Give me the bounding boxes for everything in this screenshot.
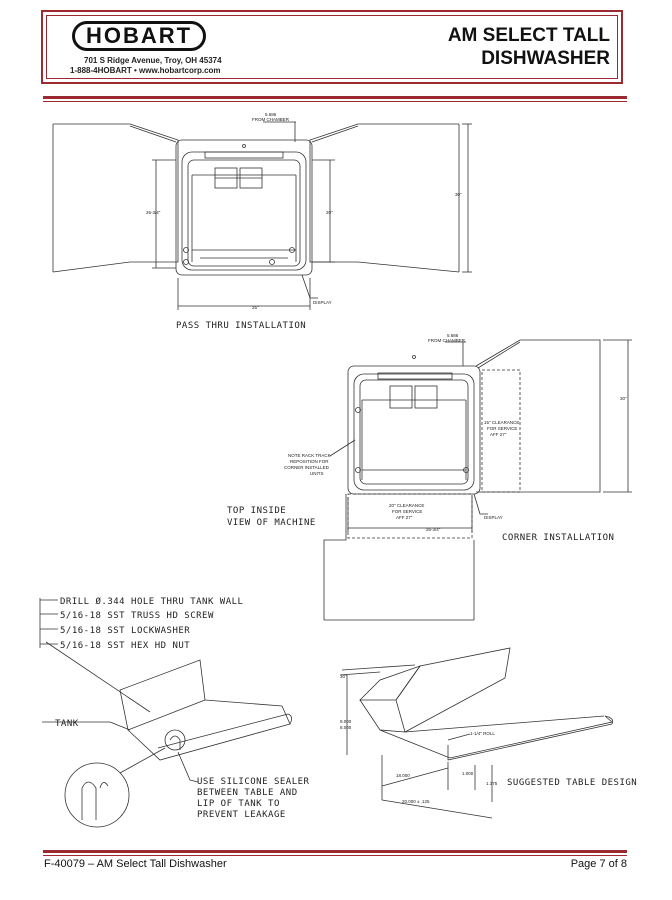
address-line-1: 701 S Ridge Avenue, Troy, OH 45374 <box>84 56 222 65</box>
cn-clear-bottom-3: AFF 27" <box>396 515 413 520</box>
cn-dim-30: 30" <box>620 396 627 401</box>
sealer-note-3: LIP OF TANK TO <box>197 799 280 809</box>
callout-screw: 5/16-18 SST TRUSS HD SCREW <box>60 611 214 621</box>
cn-clear-right-1: 15" CLEARANCE <box>484 420 520 425</box>
corner-machine-body <box>348 366 480 494</box>
corner-installation <box>227 333 632 620</box>
td-dim-roll: 1-1/4" ROLL <box>470 731 495 736</box>
cn-clear-bottom-2: FOR SERVICE <box>392 509 423 514</box>
pass-thru-caption: PASS THRU INSTALLATION <box>176 321 307 331</box>
pass-thru-left-table <box>53 124 178 272</box>
footer-doc-title: F-40079 – AM Select Tall Dishwasher <box>44 858 227 870</box>
footer-rule-thick <box>43 850 627 853</box>
callout-drill: DRILL Ø.344 HOLE THRU TANK WALL <box>60 597 244 607</box>
cn-dim-26: 26-3/4" <box>426 527 441 532</box>
td-dim-angle: 30° <box>340 674 347 679</box>
pt-dim-20: 20" <box>326 210 333 215</box>
cn-note-3: CORNER INSTALLED <box>284 465 329 470</box>
cn-note-4: UNITS <box>310 471 324 476</box>
corner-service-clearance-right <box>482 370 520 492</box>
corner-caption: CORNER INSTALLATION <box>502 533 615 543</box>
sealer-note-2: BETWEEN TABLE AND <box>197 788 298 798</box>
callout-nut: 5/16-18 SST HEX HD NUT <box>60 641 191 651</box>
pt-chamber-dim-value: 5.686 <box>265 112 277 117</box>
title-line-1: AM SELECT TALL <box>447 25 610 46</box>
corner-lower-table <box>324 494 346 620</box>
td-dim-width: 20.000 ± .125 <box>402 799 430 804</box>
pt-dim-30: 30" <box>455 192 462 197</box>
title-line-2: DISHWASHER <box>481 48 610 69</box>
cn-note-2: REPOSITION FOR <box>290 459 329 464</box>
pt-display-label: DISPLAY <box>313 300 332 305</box>
sealer-joint <box>165 730 185 750</box>
td-dim-height-2: 8.000 <box>340 725 352 730</box>
footer-rule-thin <box>43 855 627 856</box>
pass-thru-installation <box>53 112 472 331</box>
corner-right-table <box>476 340 600 492</box>
cn-clear-bottom-1: 20" CLEARANCE <box>389 503 425 508</box>
address-line-2: 1-888-4HOBART • www.hobartcorp.com <box>70 66 221 75</box>
cn-clear-right-2: FOR SERVICE <box>487 426 518 431</box>
tank-wall <box>120 660 205 730</box>
callout-lockwasher: 5/16-18 SST LOCKWASHER <box>60 626 191 636</box>
detail-zoom-circle <box>65 763 129 827</box>
cn-chamber-dim-label: FROM CHAMBER <box>428 338 465 343</box>
pt-dim-25: 25" <box>252 305 259 310</box>
td-dim-1000: 1.000 <box>462 771 474 776</box>
hobart-logo: HOBART <box>72 21 206 51</box>
td-dim-height-1: 9.000 <box>340 719 352 724</box>
td-dim-1375: 1.375 <box>486 781 498 786</box>
pass-thru-right-table <box>310 124 459 272</box>
cn-clear-right-3: AFF 27" <box>490 432 507 437</box>
pt-dim-26: 26-3/4" <box>146 210 161 215</box>
cn-display-label: DISPLAY <box>484 515 503 520</box>
table-splash-left <box>360 666 420 700</box>
td-dim-depth: 18.000 <box>396 773 410 778</box>
sealer-note-1: USE SILICONE SEALER <box>197 777 310 787</box>
cn-chamber-dim-value: 5.686 <box>447 333 459 338</box>
corner-chamber <box>354 374 474 490</box>
pass-thru-chamber <box>182 152 306 270</box>
tank-hardware-detail <box>40 596 310 827</box>
pt-chamber-dim-label: FROM CHAMBER <box>252 117 289 122</box>
top-inside-line-2: VIEW OF MACHINE <box>227 518 316 528</box>
sealer-note-4: PREVENT LEAKAGE <box>197 810 286 820</box>
tank-label: TANK <box>55 719 79 729</box>
cn-note-1: NOTE RACK TRACK <box>288 453 331 458</box>
suggested-table-design <box>340 648 637 818</box>
table-design-caption: SUGGESTED TABLE DESIGN <box>507 778 638 788</box>
top-inside-line-1: TOP INSIDE <box>227 506 287 516</box>
footer-page-number: Page 7 of 8 <box>570 858 627 870</box>
